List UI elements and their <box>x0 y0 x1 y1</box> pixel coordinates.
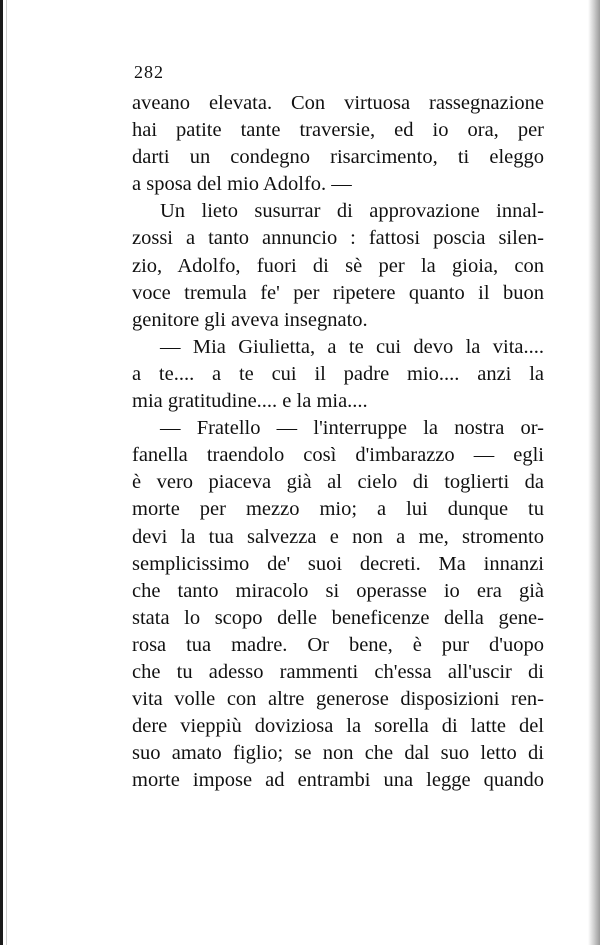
text-line: dere vieppiù doviziosa la sorella di latte del <box>132 715 544 738</box>
text-line: è vero piaceva già al cielo di toglierti da <box>132 471 544 494</box>
text-line: — Mia Giulietta, a te cui devo la vita.... <box>160 335 544 358</box>
text-line: hai patite tante traversie, ed io ora, per <box>132 119 544 142</box>
text-line: mia gratitudine.... e la mia.... <box>132 390 368 413</box>
text-line: genitore gli aveva insegnato. <box>132 308 368 331</box>
text-line: che tu adesso rammenti ch'essa all'uscir di <box>132 660 544 683</box>
text-line: stata lo scopo delle beneficenze della gene- <box>132 606 544 629</box>
page-number: 282 <box>134 62 164 82</box>
text-line: suo amato figlio; se non che dal suo letto di <box>132 742 544 765</box>
page-binding-shadow <box>6 0 7 945</box>
text-line: a sposa del mio Adolfo. — <box>132 173 352 196</box>
text-line: zio, Adolfo, fuori di sè per la gioia, con <box>132 254 544 277</box>
text-line: vita volle con altre generose disposizioni ren- <box>132 688 544 711</box>
text-line: a te.... a te cui il padre mio.... anzi la <box>132 362 544 385</box>
text-line: morte per mezzo mio; a lui dunque tu <box>132 498 544 521</box>
text-line: semplicissimo de' suoi decreti. Ma innanzi <box>132 552 544 575</box>
page-fore-edge-shadow <box>588 0 600 945</box>
text-line: che tanto miracolo si operasse io era già <box>132 579 544 602</box>
body-text <box>132 90 544 794</box>
page-binding-edge <box>0 0 3 945</box>
text-line: voce tremula fe' per ripetere quanto il buon <box>132 281 544 304</box>
text-line: devi la tua salvezza e non a me, stromento <box>132 525 544 548</box>
text-line: — Fratello — l'interruppe la nostra or- <box>160 417 544 440</box>
text-line: fanella traendolo così d'imbarazzo — egli <box>132 444 544 467</box>
text-line: morte impose ad entrambi una legge quando <box>132 769 544 792</box>
text-line: darti un condegno risarcimento, ti eleggo <box>132 146 544 169</box>
text-line: zossi a tanto annuncio : fattosi poscia silen- <box>132 227 544 250</box>
text-line: Un lieto susurrar di approvazione innal- <box>160 200 544 223</box>
text-line: aveano elevata. Con virtuosa rassegnazione <box>132 92 544 114</box>
text-line: rosa tua madre. Or bene, è pur d'uopo <box>132 633 544 656</box>
